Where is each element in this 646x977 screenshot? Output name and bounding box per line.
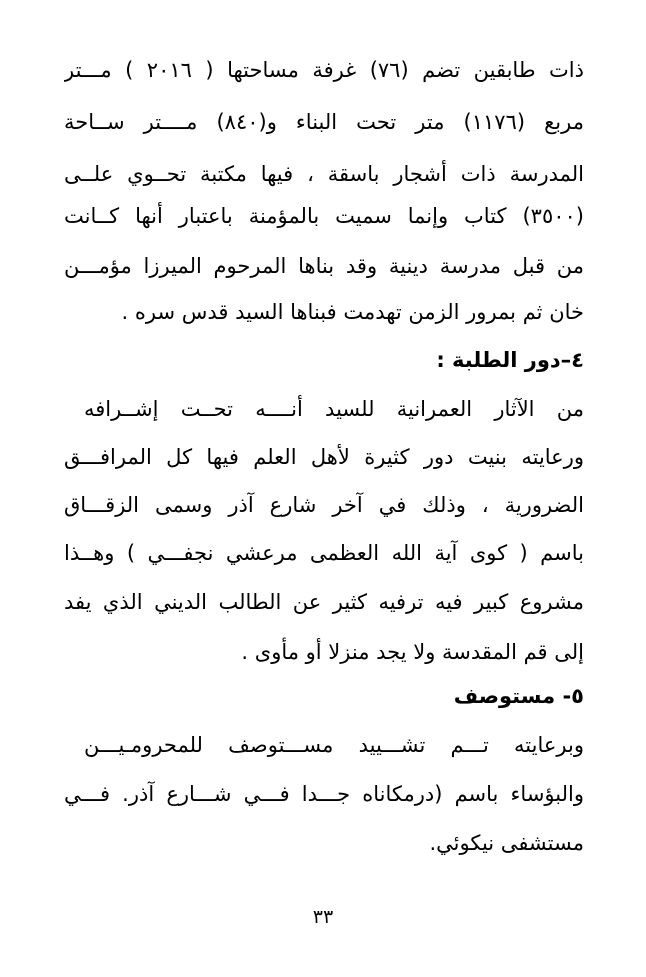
section-4-line-5: مشروع كبير فيه ترفيه كثير عن الطالب الديني الذي يفد (64, 590, 584, 614)
section-4-line-4: باسم ( كوى آية الله العظمى مرعشي نجفـــي ) وهــذا (64, 541, 584, 565)
section-5-heading: ٥- مستوصف (453, 684, 584, 708)
paragraph-1-line-4: (٣٥٠٠) كتاب وإنما سميت بالمؤمنة باعتبار أنها كــانت (64, 204, 584, 228)
paragraph-1-line-6: خان ثم بمرور الزمن تهدمت فبناها السيد قدس سره . (121, 300, 584, 324)
section-4-line-1: من الآثار العمرانية للسيد أنــــه تحــت إشــرافه (84, 397, 584, 421)
section-4-heading: ٤–دور الطلبة : (436, 348, 584, 372)
section-5-line-2: والبؤساء باسم (درمكاناه جـــدا فـــي شـــارع آذر. فـــي (64, 782, 584, 806)
section-5-line-3: مستشفى نيكوئي. (429, 831, 584, 855)
section-4-line-3: الضرورية ، وذلك في آخر شارع آذر وسمى الزقـــاق (64, 493, 584, 517)
paragraph-1-line-3: المدرسة ذات أشجار باسقة ، فيها مكتبة تحــوي علــى (64, 162, 584, 186)
section-4-line-2: ورعايته بنيت دور كثيرة لأهل العلم فيها كل المرافـــق (64, 445, 584, 469)
paragraph-1-line-5: من قبل مدرسة دينية وقد بناها المرحوم الميرزا مؤمـــن (64, 254, 584, 278)
section-5-line-1: وبرعايته تـــم تشـــييد مســـتوصف للمحرومـيـــن (84, 733, 584, 757)
page-number: ٣٣ (312, 906, 334, 928)
section-4-line-6: إلى قم المقدسة ولا يجد منزلا أو مأوى . (241, 640, 584, 664)
paragraph-1-line-1: ذات طابقين تضم (٧٦) غرفة مساحتها ( ٢٠١٦ ) مـــتر (64, 58, 584, 82)
paragraph-1-line-2: مربع (١١٧٦) متر تحت البناء و(٨٤٠) مــــتر ســاحة (64, 110, 584, 134)
